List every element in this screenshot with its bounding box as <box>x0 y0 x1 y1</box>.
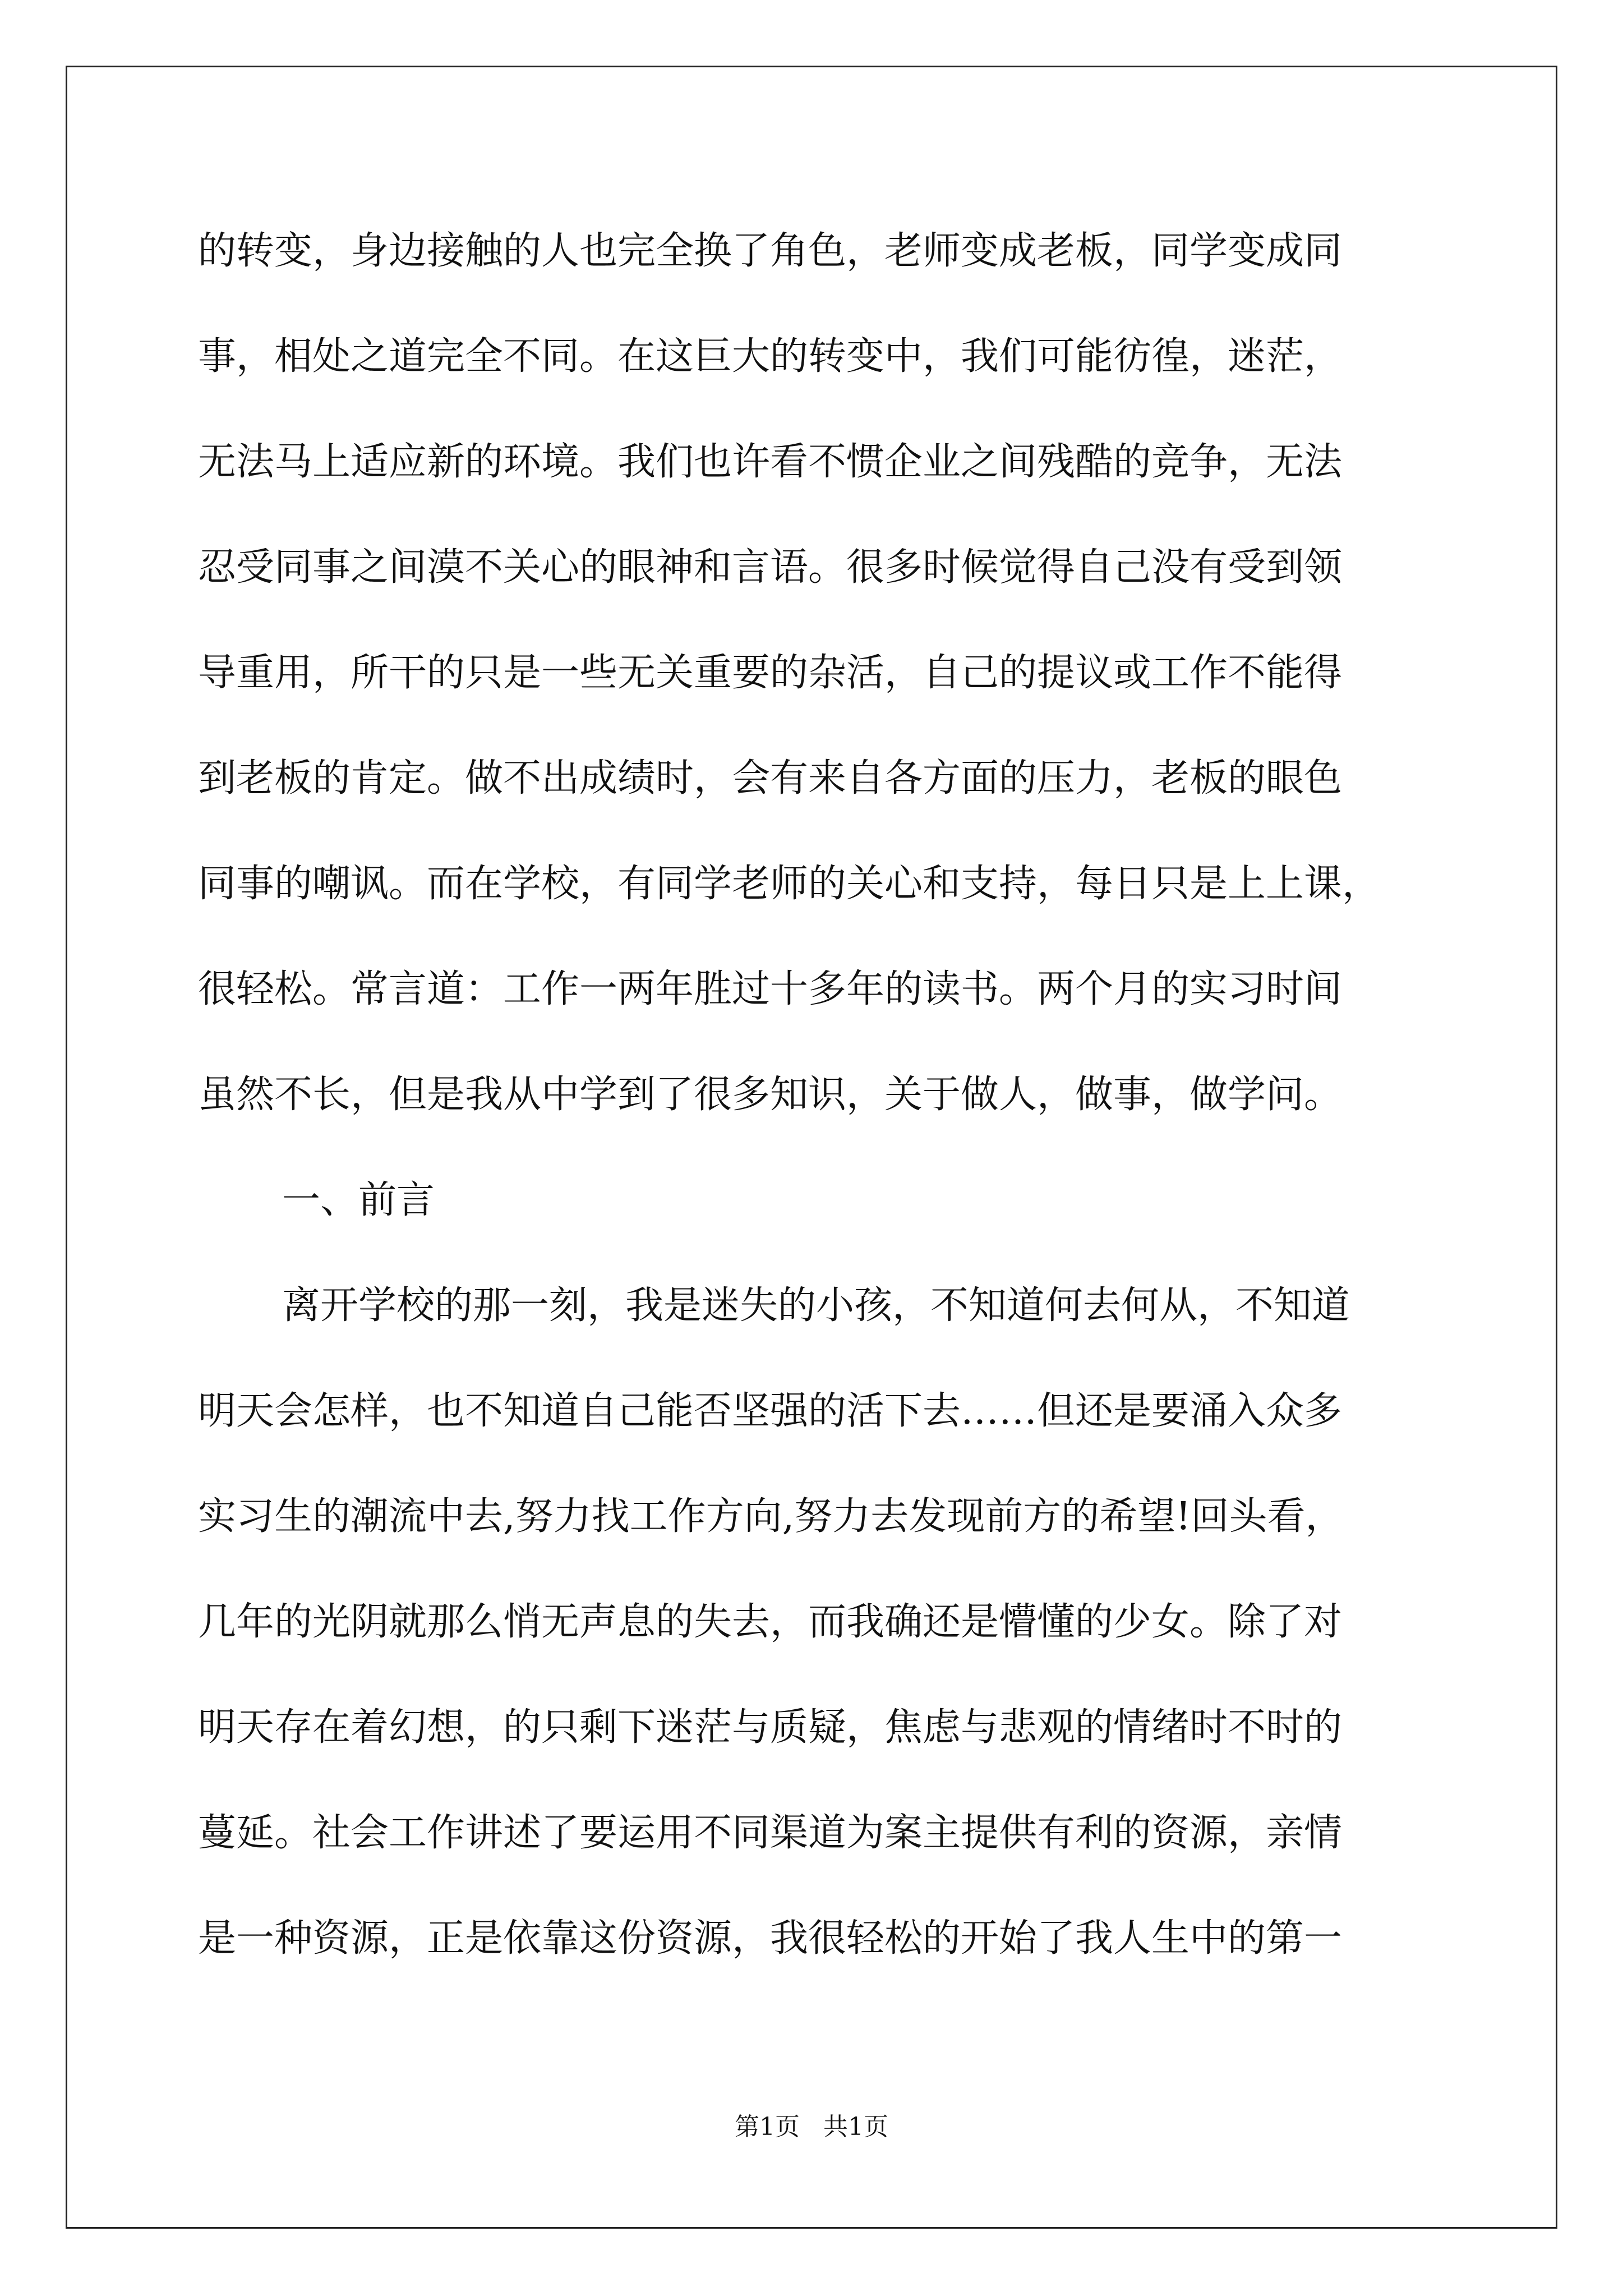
text-line: 蔓延。社会工作讲述了要运用不同渠道为案主提供有利的资源，亲情 <box>198 1811 1343 1855</box>
text-line: 几年的光阴就那么悄无声息的失去，而我确还是懵懂的少女。除了对 <box>198 1600 1343 1644</box>
text-line: 很轻松。常言道：工作一两年胜过十多年的读书。两个月的实习时间 <box>198 967 1343 1011</box>
section-heading: 一、前言 <box>282 1178 435 1222</box>
text-line: 事，相处之道完全不同。在这巨大的转变中，我们可能彷徨，迷茫， <box>198 334 1343 379</box>
document-body <box>198 220 1460 2013</box>
text-line: 忍受同事之间漠不关心的眼神和言语。很多时候觉得自己没有受到领 <box>198 545 1343 590</box>
text-line: 明天存在着幻想，的只剩下迷茫与质疑，焦虑与悲观的情绪时不时的 <box>198 1705 1343 1750</box>
text-line: 导重用，所干的只是一些无关重要的杂活，自己的提议或工作不能得 <box>198 651 1343 695</box>
text-line: 虽然不长，但是我从中学到了很多知识，关于做人，做事，做学问。 <box>198 1073 1343 1117</box>
text-line: 到老板的肯定。做不出成绩时，会有来自各方面的压力，老板的眼色 <box>198 756 1343 800</box>
text-line: 实习生的潮流中去,努力找工作方向,努力去发现前方的希望!回头看， <box>198 1494 1344 1539</box>
text-line: 无法马上适应新的环境。我们也许看不惯企业之间残酷的竞争，无法 <box>198 440 1343 484</box>
text-line: 明天会怎样，也不知道自己能否坚强的活下去……但还是要涌入众多 <box>198 1389 1343 1433</box>
page-footer: 第1页 共1页 <box>735 2113 888 2141</box>
text-line: 离开学校的那一刻，我是迷失的小孩，不知道何去何从，不知道 <box>282 1283 1350 1328</box>
text-line: 的转变，身边接触的人也完全换了角色，老师变成老板，同学变成同 <box>198 229 1343 273</box>
text-line: 是一种资源，正是依靠这份资源，我很轻松的开始了我人生中的第一 <box>198 1916 1343 1961</box>
text-line: 同事的嘲讽。而在学校，有同学老师的关心和支持，每日只是上上课， <box>198 862 1381 906</box>
